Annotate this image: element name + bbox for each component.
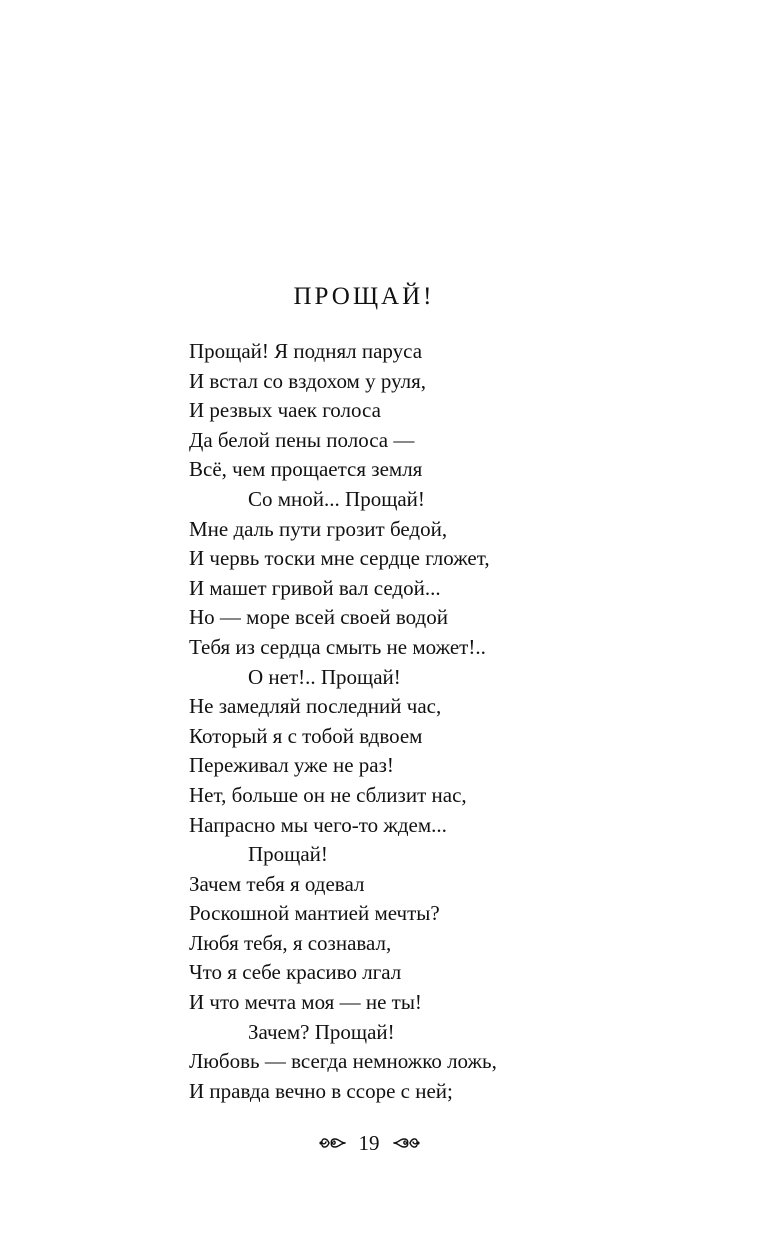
poem-line: И встал со вздохом у руля,: [189, 368, 427, 393]
poem-line: И резвых чаек голоса: [189, 398, 381, 423]
poem-line: Не замедляй последний час,: [189, 694, 442, 719]
poem-line: Что я себе красиво лгал: [189, 960, 402, 985]
page-number: 19: [358, 1131, 380, 1155]
poem-line: Зачем? Прощай!: [248, 1019, 395, 1044]
poem-line: Нет, больше он не сблизит нас,: [189, 782, 467, 807]
poem-line: Но — море всей своей водой: [189, 605, 448, 630]
poem-body: [189, 337, 709, 1106]
poem-line: О нет!.. Прощай!: [248, 664, 401, 689]
poem-line: И машет гривой вал седой...: [189, 575, 441, 600]
poem-line: Любя тебя, я сознавал,: [189, 930, 392, 955]
poem-line: Да белой пены полоса —: [189, 427, 415, 452]
poem-line: Со мной... Прощай!: [248, 486, 425, 511]
poem-line: И правда вечно в ссоре с ней;: [189, 1078, 453, 1103]
poem-line: Роскошной мантией мечты?: [189, 901, 440, 926]
poem-line: Переживал уже не раз!: [189, 753, 394, 778]
poem-line: И червь тоски мне сердце гложет,: [189, 546, 490, 571]
poem-line: Тебя из сердца смыть не может!..: [189, 634, 486, 659]
flourish-left-icon: [319, 1133, 347, 1153]
page-footer: [0, 1128, 738, 1158]
poem-title: ПРОЩАЙ!: [293, 283, 435, 310]
poem-line: Который я с тобой вдвоем: [189, 723, 423, 748]
poem-line: Зачем тебя я одевал: [189, 871, 365, 896]
poem-line: Напрасно мы чего-то ждем...: [189, 812, 447, 837]
poem-line: Прощай!: [248, 842, 328, 867]
flourish-right-icon: [392, 1133, 420, 1153]
poem-line: Всё, чем прощается земля: [189, 457, 423, 482]
poem-line: Любовь — всегда немножко ложь,: [189, 1049, 497, 1074]
poem-line: Мне даль пути грозит бедой,: [189, 516, 448, 541]
poem-line: Прощай! Я поднял паруса: [189, 339, 423, 363]
poem-line: И что мечта моя — не ты!: [189, 990, 422, 1015]
